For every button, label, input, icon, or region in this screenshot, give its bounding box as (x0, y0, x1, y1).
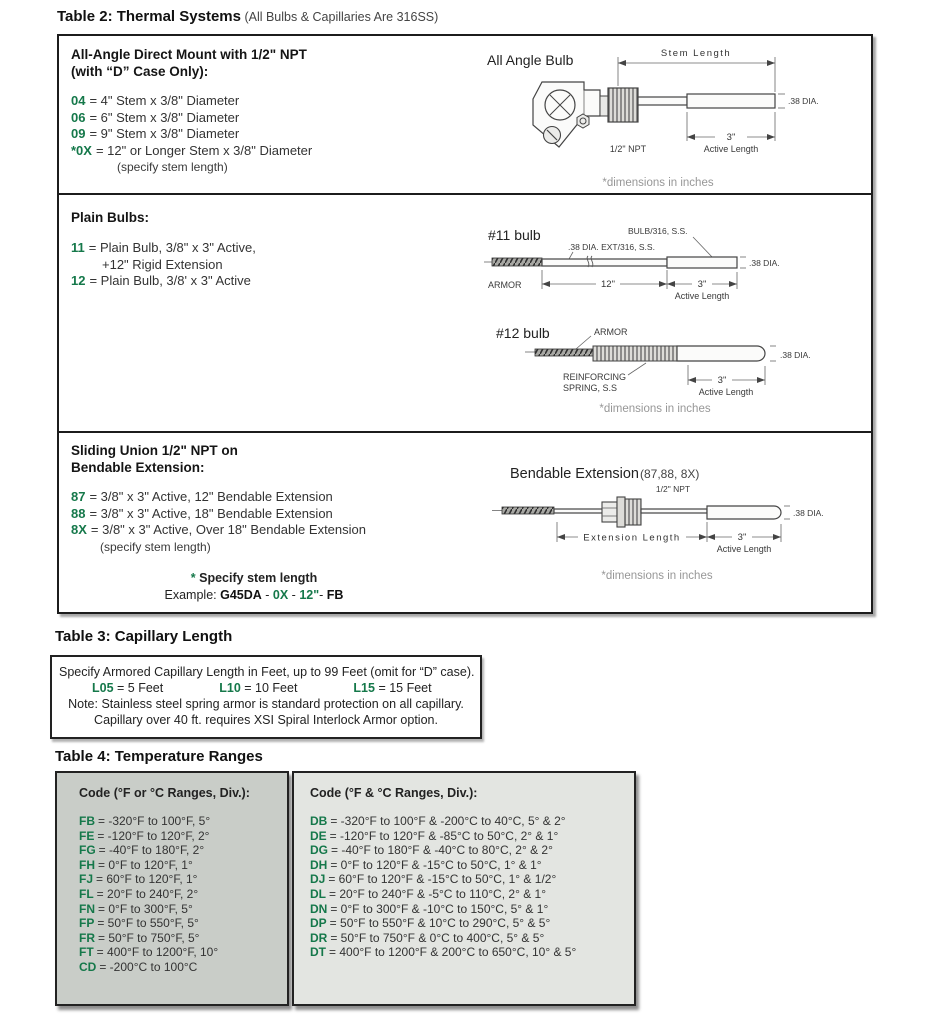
code-line-l10 (219, 680, 297, 696)
dim3-value: 3" (737, 532, 747, 543)
range-desc: = -320°F to 100°F & -200°C to 40°C, 5° & 2° (330, 814, 566, 828)
footnote-line-1 (59, 571, 449, 585)
all-angle-codes-note: (specify stem length) (117, 160, 228, 174)
code-l05-desc: = 5 Feet (113, 681, 164, 695)
leader-line (693, 237, 713, 258)
table3-note1: Note: Stainless steel spring armor is standard protection on all capillary. (68, 697, 464, 711)
armor-shape (535, 349, 593, 356)
section-plain-bulbs (59, 195, 871, 433)
table-row (79, 872, 287, 887)
table-row (310, 887, 634, 902)
extension-rod-shape (554, 509, 604, 513)
bulb12-dia-label: .38 DIA. (780, 350, 811, 360)
range-code: FL (79, 886, 94, 901)
table-row (79, 945, 287, 960)
range-code: FJ (79, 872, 94, 887)
range-code: DT (310, 945, 326, 960)
range-desc: = -40°F to 180°F & -40°C to 80°C, 2° & 2° (331, 843, 553, 858)
code-04-desc: = 4" Stem x 3/8" Diameter (89, 93, 240, 108)
code-88: 88 (71, 505, 86, 521)
all-angle-text (71, 46, 312, 175)
range-code: CD (79, 959, 97, 974)
example-label: Example: (164, 588, 221, 602)
range-desc: = -320°F to 100°F, 5° (98, 814, 211, 828)
table3-line1: Specify Armored Capillary Length in Feet, up to 99 Feet (omit for “D” case). (59, 665, 475, 679)
range-code: DB (310, 814, 328, 828)
footnote-text: Specify stem length (195, 571, 318, 585)
plain-bulbs-heading: Plain Bulbs: (71, 210, 150, 225)
stem-rod-shape (638, 97, 687, 105)
range-code: DP (310, 916, 327, 931)
range-code: DL (310, 886, 326, 901)
table-row (79, 814, 287, 829)
table-row (310, 945, 634, 960)
range-desc: = -40°F to 180°F, 2° (98, 843, 205, 858)
range-desc: = 50°F to 750°F, 5° (98, 930, 200, 945)
table4-left-rows (79, 814, 287, 975)
code-line-09 (71, 126, 312, 143)
dim12-value: 12" (601, 279, 615, 290)
table3-box (50, 655, 482, 739)
range-desc: = -120°F to 120°F, 2° (97, 828, 210, 843)
code-l05: L05 (92, 681, 114, 695)
all-angle-heading-2: (with “D” Case Only): (71, 64, 209, 79)
sliding-union-heading-2: Bendable Extension: (71, 460, 205, 475)
code-line-06 (71, 110, 312, 127)
section-sliding-union (59, 433, 871, 608)
bulb-shape (667, 257, 737, 268)
table3-codes (52, 680, 480, 696)
range-code: DE (310, 828, 327, 843)
bulb12-diagram (480, 318, 880, 418)
range-desc: = 20°F to 240°F, 2° (96, 886, 199, 901)
leader-line (569, 252, 573, 259)
bendable-dia-label: .38 DIA. (793, 508, 824, 518)
table4-left-panel (55, 771, 289, 1006)
sliding-union-codes (71, 489, 366, 555)
bulb11-bulb-label: BULB/316, S.S. (628, 226, 688, 236)
armor-shape (502, 507, 554, 514)
leader-line (628, 363, 646, 375)
example-sep3: - (319, 588, 327, 602)
table-row (79, 843, 287, 858)
table-row (310, 858, 634, 873)
bulb-shape (707, 506, 781, 519)
bulb11-dia-label: .38 DIA. (749, 258, 780, 268)
ext-dim-label: Extension Length (583, 532, 681, 544)
code-8x-desc: = 3/8" x 3" Active, Over 18" Bendable Extension (90, 522, 366, 537)
range-code: DR (310, 930, 328, 945)
table3-heading (55, 628, 232, 645)
range-code: FH (79, 857, 95, 872)
range-desc: = 0°F to 120°F, 1° (98, 857, 193, 872)
range-desc: = 400°F to 1200°F, 10° (96, 945, 219, 960)
table4-box (55, 771, 636, 1006)
code-87-desc: = 3/8" x 3" Active, 12" Bendable Extension (89, 489, 333, 504)
active-length-label: Active Length (674, 291, 730, 301)
table-row (79, 887, 287, 902)
range-desc: = -120°F to 120°F & -85°C to 50°C, 2° & 1° (329, 828, 559, 843)
bendable-title: Bendable Extension (510, 466, 639, 482)
code-87: 87 (71, 489, 86, 504)
code-09-desc: = 9" Stem x 3/8" Diameter (89, 126, 240, 141)
example-range-code: FB (326, 588, 344, 602)
range-code: DG (310, 843, 328, 858)
npt-label: 1/2" NPT (609, 144, 647, 154)
range-code: FG (79, 843, 96, 858)
code-l10: L10 (219, 681, 241, 695)
sliding-union-codes-note: (specify stem length) (100, 539, 211, 554)
range-code: DN (310, 901, 328, 916)
extension-tube-shape (542, 259, 667, 266)
code-l15: L15 (353, 681, 375, 695)
section-all-angle (59, 36, 871, 195)
table-row (79, 931, 287, 946)
range-desc: = 60°F to 120°F, 1° (96, 872, 198, 887)
range-code: FE (79, 828, 95, 843)
code-line-12 (71, 273, 256, 290)
example-stem-length: 12" (299, 588, 320, 602)
table4-right-header: Code (°F & °C Ranges, Div.): (310, 786, 478, 800)
code-line-0x (71, 143, 312, 160)
code-12: 12 (71, 273, 86, 288)
extension-rod-shape (641, 509, 707, 513)
active-dim-value: 3" (726, 132, 736, 143)
diagram1-title: All Angle Bulb (487, 52, 574, 68)
active-length-label: Active Length (698, 387, 754, 397)
bulb12-title: #12 bulb (496, 325, 550, 341)
range-desc: = 0°F to 300°F & -10°C to 150°C, 5° & 1° (330, 901, 549, 916)
all-angle-heading-1: All-Angle Direct Mount with 1/2" NPT (71, 47, 307, 62)
range-code: FN (79, 901, 95, 916)
range-desc: = 0°F to 300°F, 5° (98, 901, 193, 916)
table4-left-header: Code (°F or °C Ranges, Div.): (79, 786, 250, 800)
range-code: FT (79, 945, 94, 960)
dim3-value: 3" (717, 375, 727, 386)
table-row (79, 858, 287, 873)
union-thread-shape (625, 499, 641, 525)
sliding-union-heading-1: Sliding Union 1/2" NPT on (71, 443, 238, 458)
bulb11-diagram (480, 218, 880, 310)
table-row (310, 814, 634, 829)
code-line-04 (71, 93, 312, 110)
table2-subtitle: (All Bulbs & Capillaries Are 316SS) (240, 10, 439, 24)
range-code: FP (79, 916, 95, 931)
bulb12-armor-label: ARMOR (594, 327, 628, 337)
spring-label-2: SPRING, S.S (563, 383, 618, 393)
code-11: 11 (71, 240, 85, 255)
leader-line (576, 336, 591, 349)
dia-label: .38 DIA. (788, 96, 819, 106)
table-row (310, 872, 634, 887)
code-11-desc2: +12" Rigid Extension (102, 256, 223, 272)
footnote-example (59, 588, 449, 602)
code-11-desc: = Plain Bulb, 3/8" x 3" Active, (88, 240, 256, 255)
range-desc: = 50°F to 550°F, 5° (97, 916, 199, 931)
code-8x: 8X (71, 522, 87, 537)
range-desc: = -200°C to 100°C (99, 959, 198, 974)
code-04: 04 (71, 93, 86, 108)
range-desc: = 400°F to 1200°F & 200°C to 650°C, 10° & 5° (329, 945, 577, 960)
code-l10-desc: = 10 Feet (240, 681, 298, 695)
code-0x: *0X (71, 142, 92, 158)
table-row (310, 931, 634, 946)
bendable-extension-diagram (472, 446, 824, 588)
all-angle-bulb-diagram (480, 42, 878, 194)
code-line-l15 (353, 680, 431, 696)
range-desc: = 50°F to 550°F & 10°C to 290°C, 5° & 5° (329, 916, 551, 931)
active-dim-label: Active Length (703, 144, 759, 154)
dim3-value: 3" (697, 279, 707, 290)
range-desc: = 0°F to 120°F & -15°C to 50°C, 1° & 1° (330, 857, 542, 872)
active-bulb-shape (687, 94, 775, 108)
bulb11-ext-label: .38 DIA. EXT/316, S.S. (568, 242, 655, 252)
table-row (310, 829, 634, 844)
bendable-title-codes: (87,88, 8X) (640, 467, 700, 481)
code-line-11 (71, 240, 256, 257)
table3-title: Table 3: Capillary Length (55, 628, 233, 645)
union-flange-shape (617, 497, 625, 527)
range-desc: = 60°F to 120°F & -15°C to 50°C, 1° & 1/2° (328, 872, 557, 887)
table-row (79, 829, 287, 844)
table-row (79, 902, 287, 917)
table4-heading (55, 748, 263, 765)
dimensions-note: *dimensions in inches (601, 570, 713, 582)
example-model: G45DA (220, 588, 262, 602)
bulb11-title: #11 bulb (488, 227, 541, 243)
all-angle-codes (71, 93, 312, 175)
code-line-l05 (92, 680, 163, 696)
code-l15-desc: = 15 Feet (374, 681, 432, 695)
range-desc: = 20°F to 240°F & -5°C to 110°C, 2° & 1° (329, 886, 547, 901)
dimensions-note: *dimensions in inches (599, 403, 711, 415)
example-sep1: - (261, 588, 273, 602)
code-12-desc: = Plain Bulb, 3/8' x 3" Active (89, 273, 251, 288)
collar-shape (600, 96, 608, 116)
armor-shape (492, 258, 542, 266)
all-angle-housing-shape (533, 82, 600, 147)
plain-bulbs-codes (71, 240, 256, 290)
code-06-desc: = 6" Stem x 3/8" Diameter (89, 109, 240, 125)
range-code: DH (310, 857, 328, 872)
table-row (79, 916, 287, 931)
code-line-8x (71, 522, 366, 539)
armor-label: ARMOR (488, 280, 522, 290)
thread-shape (608, 88, 638, 122)
code-09: 09 (71, 126, 86, 141)
sliding-union-text (71, 442, 366, 555)
stem-length-label: Stem Length (660, 48, 732, 59)
range-code: FR (79, 930, 95, 945)
example-sep2: - (288, 588, 300, 602)
table3-note2: Capillary over 40 ft. requires XSI Spiral Interlock Armor option. (94, 713, 438, 727)
plain-bulbs-text (71, 209, 256, 290)
code-88-desc: = 3/8" x 3" Active, 18" Bendable Extension (89, 505, 333, 521)
code-06: 06 (71, 109, 86, 125)
code-0x-desc: = 12" or Longer Stem x 3/8" Diameter (95, 142, 313, 158)
table-row (310, 843, 634, 858)
spring-label-1: REINFORCING (563, 372, 626, 382)
table-row (310, 916, 634, 931)
table-row (79, 960, 287, 975)
dimensions-note: *dimensions in inches (602, 177, 714, 189)
table4-right-panel (292, 771, 636, 1006)
bulb-shape (677, 346, 765, 361)
active-length-label: Active Length (716, 544, 772, 554)
table2-title: Table 2: Thermal Systems (57, 8, 241, 25)
code-line-87 (71, 489, 366, 506)
example-stem-code: 0X (272, 588, 289, 602)
table2-heading (57, 8, 438, 25)
table2-box (57, 34, 873, 614)
table4-title: Table 4: Temperature Ranges (55, 748, 263, 765)
table-row (310, 902, 634, 917)
range-code: FB (79, 814, 95, 828)
range-desc: = 50°F to 750°F & 0°C to 400°C, 5° & 5° (330, 930, 545, 945)
spring-shape (593, 346, 677, 361)
table4-right-rows (310, 814, 634, 960)
footnote-star: * (190, 571, 196, 585)
union-nut-shape (602, 502, 617, 522)
code-line-88 (71, 506, 366, 523)
npt-label: 1/2" NPT (655, 484, 691, 494)
range-code: DJ (310, 872, 326, 887)
stem-length-footnote (59, 571, 449, 602)
